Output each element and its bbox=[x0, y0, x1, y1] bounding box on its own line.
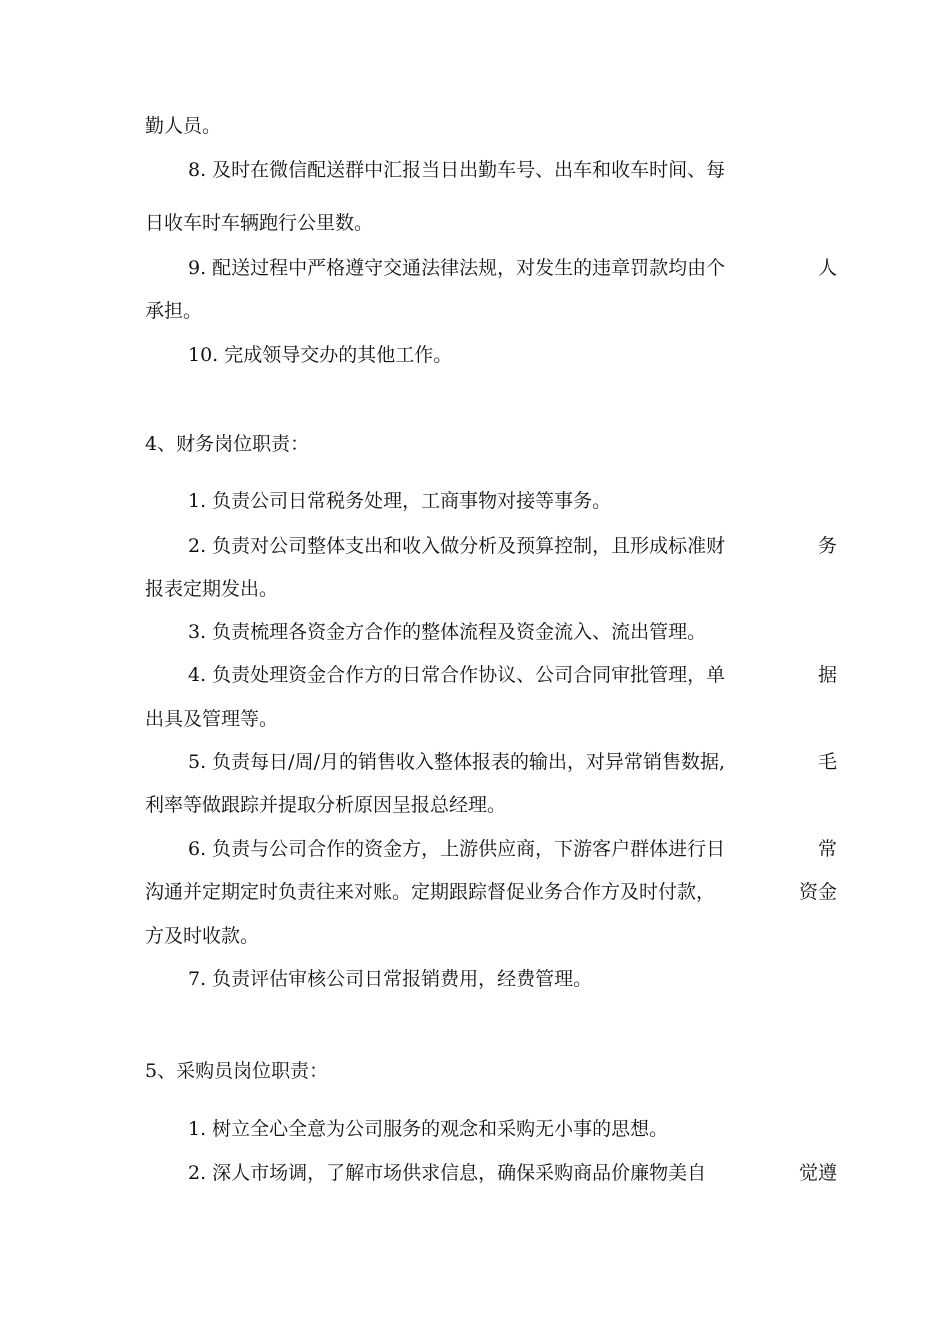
finance-item-6-text-end: 常 bbox=[817, 838, 837, 860]
finance-item-4-text-end: 据 bbox=[817, 664, 837, 686]
list-item-10: 10. 完成领导交办的其他工作。 bbox=[188, 344, 453, 366]
finance-item-4-continuation: 出具及管理等。 bbox=[145, 708, 279, 730]
finance-item-4-text: 4. 负责处理资金合作方的日常合作协议、公司合同审批管理，单 bbox=[188, 664, 726, 686]
finance-item-4 bbox=[188, 662, 837, 688]
text-line: 勤人员。 bbox=[145, 115, 222, 137]
list-item-9-text-end: 人 bbox=[817, 257, 837, 279]
finance-item-6-text: 6. 负责与公司合作的资金方，上游供应商，下游客户群体进行日 bbox=[188, 838, 726, 860]
finance-item-2-text-end: 务 bbox=[817, 535, 837, 557]
purchasing-item-2-text-end: 觉遵 bbox=[798, 1162, 837, 1184]
purchasing-item-1: 1. 树立全心全意为公司服务的观念和采购无小事的思想。 bbox=[188, 1118, 669, 1140]
purchasing-item-2-text: 2. 深人市场调，了解市场供求信息，确保采购商品价廉物美自 bbox=[188, 1162, 707, 1184]
finance-item-3: 3. 负责梳理各资金方合作的整体流程及资金流入、流出管理。 bbox=[188, 621, 707, 643]
finance-item-5-text: 5. 负责每日/周/月的销售收入整体报表的输出，对异常销售数据, bbox=[188, 751, 726, 773]
list-item-9 bbox=[188, 255, 837, 281]
section-heading-finance: 4、财务岗位职责： bbox=[145, 433, 310, 455]
purchasing-item-2 bbox=[188, 1160, 837, 1186]
finance-item-7: 7. 负责评估审核公司日常报销费用，经费管理。 bbox=[188, 968, 593, 990]
finance-item-6-continuation-2: 方及时收款。 bbox=[145, 925, 260, 947]
list-item-9-continuation: 承担。 bbox=[145, 300, 203, 322]
list-item-8-continuation: 日收车时车辆跑行公里数。 bbox=[145, 212, 374, 234]
list-item-9-text: 9. 配送过程中严格遵守交通法律法规，对发生的违章罚款均由个 bbox=[188, 257, 726, 279]
finance-item-2 bbox=[188, 533, 837, 559]
finance-item-5-text-end: 毛 bbox=[817, 751, 837, 773]
finance-item-6-continuation-end: 资金 bbox=[798, 881, 837, 903]
finance-item-5 bbox=[188, 749, 837, 775]
list-item-8: 8. 及时在微信配送群中汇报当日出勤车号、出车和收车时间、每 bbox=[188, 159, 726, 181]
finance-item-2-continuation: 报表定期发出。 bbox=[145, 578, 279, 600]
finance-item-6-continuation-text: 沟通并定期定时负责往来对账。定期跟踪督促业务合作方及时付款， bbox=[145, 881, 716, 903]
section-heading-purchasing: 5、采购员岗位职责： bbox=[145, 1060, 329, 1082]
finance-item-5-continuation: 利率等做跟踪并提取分析原因呈报总经理。 bbox=[145, 794, 507, 816]
finance-item-6-continuation bbox=[145, 879, 837, 905]
finance-item-2-text: 2. 负责对公司整体支出和收入做分析及预算控制，且形成标准财 bbox=[188, 535, 726, 557]
finance-item-1: 1. 负责公司日常税务处理，工商事物对接等事务。 bbox=[188, 490, 612, 512]
finance-item-6 bbox=[188, 836, 837, 862]
